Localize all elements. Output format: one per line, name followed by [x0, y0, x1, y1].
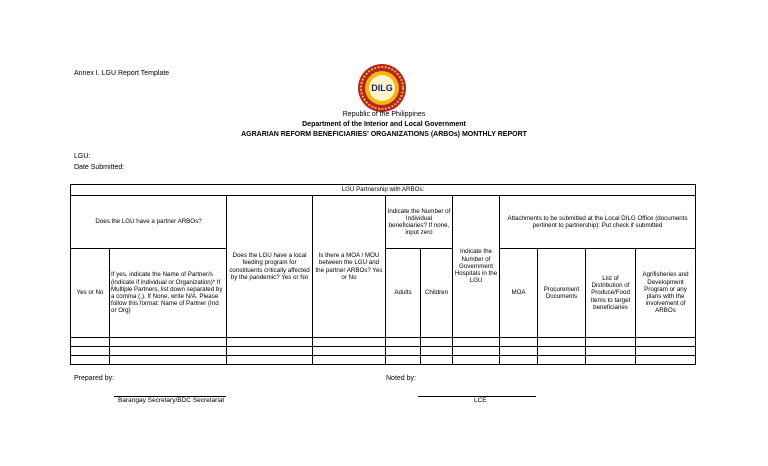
- prepared-by-label: Prepared by:: [74, 375, 115, 382]
- table-title: LGU Partnership with ARBOs:: [71, 185, 696, 196]
- moa-header: MOA: [500, 249, 538, 338]
- procurement-header: Procurement Documents: [538, 249, 586, 338]
- table-row: [71, 356, 696, 365]
- yes-no-header: Yes or No: [71, 249, 110, 338]
- svg-text:DILG: DILG: [371, 83, 393, 93]
- agri-header: Agrifisheries and Development Program or any plans with the involvement of ARBOs: [636, 249, 696, 338]
- annex-label: Annex I. LGU Report Template: [74, 70, 170, 77]
- header-report-title: AGRARIAN REFORM BENEFICIARIES' ORGANIZATIONS (ARBOs) MONTHLY REPORT: [241, 131, 527, 138]
- header-department: Department of the Interior and Local Government: [302, 121, 466, 128]
- children-header: Children: [421, 249, 453, 338]
- q-partner-header: Does the LGU have a partner ARBOs?: [71, 196, 227, 249]
- table-row: [71, 347, 696, 356]
- q-hospitals-header: Indicate the Number of Government Hospitals in the LGU: [453, 196, 500, 338]
- attachments-header: Attachments to be submitted at the Local DILG Office (documents pertinent to partnership): Put check if submitted: [500, 196, 696, 249]
- header-republic: Republic of the Philippines: [342, 111, 426, 118]
- barangay-secretary-label: Barangay Secretary/BDC Secretariat: [118, 397, 225, 404]
- dilg-seal-logo: [357, 63, 407, 113]
- table-row: [71, 338, 696, 347]
- date-submitted-field: Date Submitted:: [74, 164, 125, 171]
- arbo-report-table: [70, 184, 696, 365]
- lgu-field: LGU:: [74, 153, 91, 160]
- q-moa-header: Is there a MOA / MOU between the LGU and the partner ARBOs? Yes or No: [313, 196, 386, 338]
- q-beneficiaries-header: Indicate the Number of Individual beneficiaries? If none, input zero: [386, 196, 453, 249]
- lce-label: LCE: [474, 397, 487, 404]
- partner-names-header: If yes, indicate the Name of Partner/s (indicate if individual or Organization)* If Multiple Partners, list down separated by a comma (,). If None, write N/A. Please follow this format: Name of Partner (Ind or Org): [110, 249, 227, 338]
- distribution-header: List of Distribution of Produce/Food Items to target beneficiaries: [586, 249, 636, 338]
- noted-by-label: Noted by:: [386, 375, 416, 382]
- q-feeding-header: Does the LGU have a local feeding program for constituents critically affected by the pandemic? Yes or No: [227, 196, 313, 338]
- adults-header: Adults: [386, 249, 421, 338]
